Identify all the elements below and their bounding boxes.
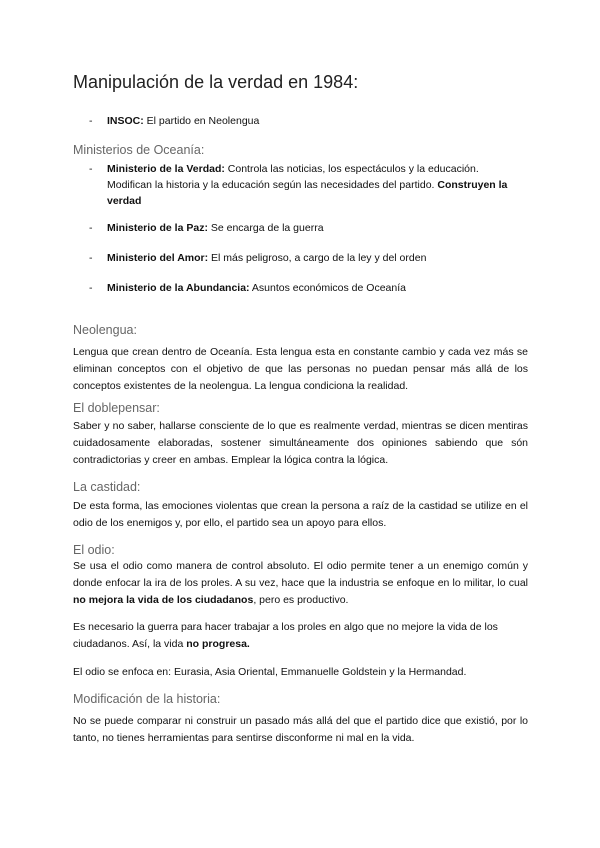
paragraph-odio-2 — [73, 619, 528, 653]
bullet-bold-end: Construyen la verdad — [107, 179, 508, 207]
heading-ministerios: Ministerios de Oceanía: — [73, 143, 205, 157]
bullet-ministerio-verdad — [89, 161, 509, 209]
bullet-dash: - — [89, 252, 93, 264]
bullet-term: Ministerio de la Abundancia: — [107, 282, 250, 294]
bullet-text: El partido en Neolengua — [143, 115, 260, 127]
bullet-dash: - — [89, 282, 93, 294]
bullet-dash: - — [89, 222, 93, 234]
heading-neolengua: Neolengua: — [73, 323, 137, 337]
bullet-text: Asuntos económicos de Oceanía — [249, 282, 406, 294]
bullet-text: Controla las noticias, los espectáculos y la educación. Modifican la historia y la educación según las necesidades del partido. — [107, 163, 479, 191]
odio-p1-text-a: Se usa el odio como manera de control absoluto. El odio permite tener a un enemigo común y donde enfocar la ira de los proles. A su vez, hace que la industria se enfoque en lo militar, lo cual — [73, 560, 528, 589]
document-title: Manipulación de la verdad en 1984: — [73, 72, 359, 92]
bullet-term: Ministerio de la Paz: — [107, 222, 208, 234]
bullet-dash: - — [89, 163, 93, 175]
heading-odio: El odio: — [73, 543, 115, 557]
paragraph-neolengua: Lengua que crean dentro de Oceanía. Esta lengua esta en constante cambio y cada vez más se eliminan conceptos con el objetivo de que las personas no puedan pensar más allá de los conceptos existentes de la neolengua. La lengua condiciona la realidad. — [73, 346, 528, 392]
paragraph-doblepensar: Saber y no saber, hallarse consciente de lo que es realmente verdad, mientras se dicen mentiras cuidadosamente elaboradas, sostener simultáneamente dos opiniones sabiendo que són contradictorias y creer en ambas. Emplear la lógica contra la lógica. — [73, 420, 528, 466]
paragraph-odio-1 — [73, 558, 528, 609]
odio-p1-text-c: , pero es productivo. — [253, 594, 349, 606]
bullet-ministerio-abundancia — [89, 280, 509, 296]
bullet-term: Ministerio de la Verdad: — [107, 163, 225, 175]
heading-historia: Modificación de la historia: — [73, 692, 221, 706]
bullet-ministerio-amor — [89, 250, 509, 266]
bullet-text: Se encarga de la guerra — [207, 222, 324, 234]
bullet-text: El más peligroso, a cargo de la ley y del orden — [208, 252, 427, 264]
bullet-ministerio-paz — [89, 220, 509, 236]
odio-p1-bold: no mejora la vida de los ciudadanos — [73, 594, 254, 606]
bullet-term: Ministerio del Amor: — [107, 252, 209, 264]
bullet-dash: - — [89, 115, 93, 127]
heading-doblepensar: El doblepensar: — [73, 401, 160, 415]
odio-p2-bold: no progresa. — [186, 638, 250, 650]
paragraph-historia: No se puede comparar ni construir un pasado más allá del que el partido dice que existió, por lo tanto, no tienes herramientas para sentirse disconforme ni mal en la vida. — [73, 715, 528, 744]
paragraph-odio-3: El odio se enfoca en: Eurasia, Asia Oriental, Emmanuelle Goldstein y la Hermandad. — [73, 666, 467, 678]
heading-castidad: La castidad: — [73, 480, 141, 494]
paragraph-castidad: De esta forma, las emociones violentas que crean la persona a raíz de la castidad se utilize en el odio de los enemigos y, por ello, el partido sea un apoyo para ellos. — [73, 500, 528, 529]
odio-p2-text-a: Es necesario la guerra para hacer trabajar a los proles en algo que no mejore la vida de los ciudadanos. Así, la vida — [73, 621, 498, 650]
bullet-term: INSOC: — [107, 115, 144, 127]
bullet-insoc — [89, 113, 509, 129]
